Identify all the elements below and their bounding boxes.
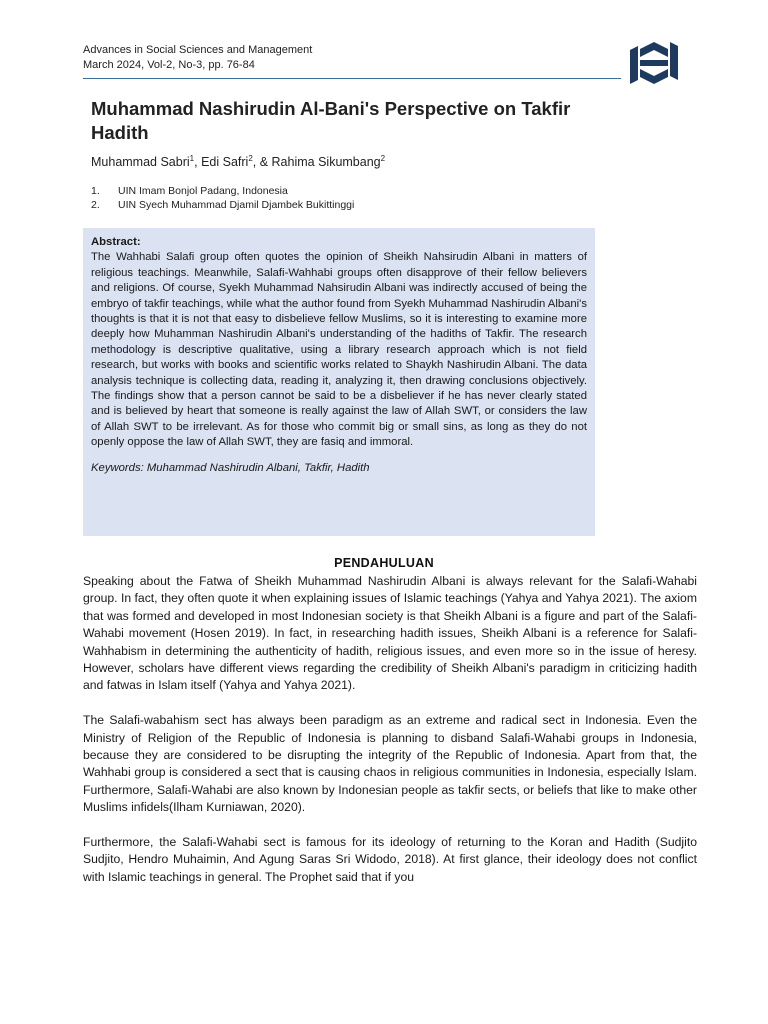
affiliation-item <box>91 184 354 198</box>
author-affiliation-mark: 2 <box>248 154 253 163</box>
paper-title: Muhammad Nashirudin Al-Bani's Perspective on Takfir Hadith <box>91 98 571 143</box>
keywords: Keywords: Muhammad Nashirudin Albani, Takfir, Hadith <box>91 461 370 474</box>
journal-header <box>83 43 312 73</box>
affiliation-list <box>91 184 354 212</box>
section-body <box>83 573 697 904</box>
author-list <box>91 151 385 170</box>
author-affiliation-mark: 2 <box>380 154 386 163</box>
abstract-heading: Abstract: <box>91 236 141 248</box>
body-paragraph: Furthermore, the Salafi-Wahabi sect is famous for its ideology of returning to the Koran and Hadith (Sudjito Sudjito, Hendro Muhaimin, And Agung Saras Sri Widodo, 2018). At first glance, their ideology does not conflict with Islamic teachings in general. The Prophet said that if you <box>83 835 697 884</box>
author-affiliation-mark: 1 <box>189 154 195 163</box>
section-heading: PENDAHULUAN <box>334 556 434 570</box>
affiliation-text: UIN Syech Muhammad Djamil Djambek Bukittinggi <box>118 199 355 211</box>
body-paragraph: The Salafi-wabahism sect has always been paradigm as an extreme and radical sect in Indonesia. Even the Ministry of Religion of the Republic of Indonesia is planning to disband Salafi-Wahabi groups in Indonesia, because they are considered to be disrupting the integrity of the Republic of Indonesia. Apart from that, the Wahhabi group is considered a sect that is causing chaos in religious communities in Indonesia, especially Islam. Furthermore, Salafi-Wahabi are also known by Indonesian people as takfir sects, or beliefs that like to make other Muslims infidels(Ilham Kurniawan, 2020). <box>83 713 697 815</box>
abstract-box <box>83 228 595 536</box>
journal-name: Advances in Social Sciences and Management <box>83 44 313 56</box>
author-name: Rahima Sikumbang <box>271 155 381 170</box>
body-paragraph: Speaking about the Fatwa of Sheikh Muhammad Nashirudin Albani is always relevant for the Salafi-Wahabi group. In fact, they often quote it when explaining issues of Islamic teachings (Yahya and Yahya 2021). The axiom that was formed and developed in most Indonesian society is that Sheikh Albani is a figure and part of the Salafi-Wahabi movement (Hosen 2019). In fact, in researching hadith issues, Sheikh Albani is a reference for Salafi-Wahhabism in determining the authenticity of hadith, religious issues, and even more so in the issue of heresy. However, scholars have different views regarding the credibility of Sheikh Albani's paradigm in criticizing hadith and fatwas in Islam itself (Yahya and Yahya 2021). <box>83 574 697 693</box>
affiliation-number: 2. <box>91 199 100 211</box>
affiliation-number: 1. <box>91 185 100 197</box>
header-rule <box>83 78 621 79</box>
author-name: Edi Safri <box>201 155 249 170</box>
affiliation-item <box>91 198 354 212</box>
author-separator: , & <box>252 155 272 170</box>
affiliation-text: UIN Imam Bonjol Padang, Indonesia <box>118 185 288 197</box>
journal-logo-icon <box>626 40 682 86</box>
author-name: Muhammad Sabri <box>91 155 190 170</box>
abstract-text: The Wahhabi Salafi group often quotes the opinion of Sheikh Nahsirudin Albani in matters of religious teachings. Meanwhile, Salafi-Wahhabi groups often disapprove of their fellow believers and religions. Of course, Syekh Muhammad Nahsirudin Albani was indirectly accused of being the embryo of takfir teachings, while what the author found from Syekh Muhammad Nashirudin Albani's thoughts is that it is not that easy to disbelieve fellow Muslims, so it is interesting to examine more deeply how Muhamman Nashirudin Albani's understanding of the hadiths of Takfir. The research methodology is descriptive qualitative, using a library research approach which is not field research, but works with books and scientific works related to Shaykh Nashirudin Albani. The data analysis technique is collecting data, reading it, analyzing it, then drawing conclusions objectively. The findings show that a person cannot be said to be a disbeliever if he has never clearly stated and is believed by heart that someone is really against the law of Allah SWT, or considers the law of Allah SWT to be irrelevant. As for those who commit big or small sins, as long as they do not openly oppose the law of Allah SWT, they are fasiq and immoral. <box>91 251 587 449</box>
author-separator: , <box>194 155 202 170</box>
issue-info: March 2024, Vol-2, No-3, pp. 76-84 <box>83 59 255 71</box>
